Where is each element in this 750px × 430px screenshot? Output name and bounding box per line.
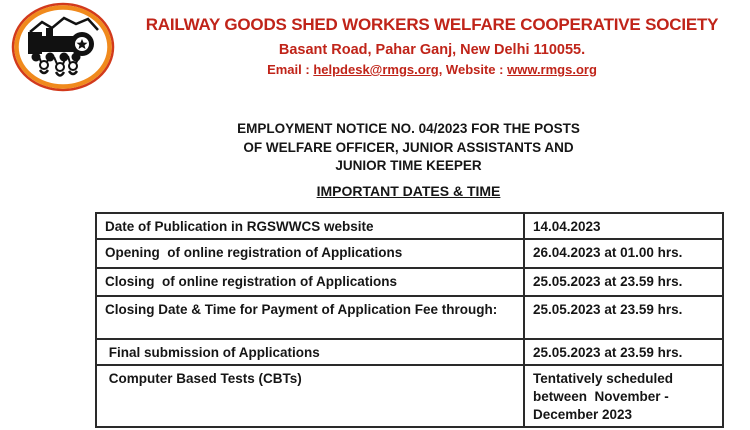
date-label-cell: Final submission of Applications — [96, 339, 524, 365]
date-label-cell: Computer Based Tests (CBTs) — [96, 365, 524, 427]
website-label: , Website : — [438, 62, 508, 77]
website-link[interactable]: www.rmgs.org — [507, 62, 597, 77]
org-address: Basant Road, Pahar Ganj, New Delhi 110055. — [278, 42, 586, 58]
section-heading: IMPORTANT DATES & TIME — [316, 183, 501, 199]
date-value-cell: 14.04.2023 — [524, 213, 723, 239]
table-row — [96, 296, 723, 339]
notice-title-line1: EMPLOYMENT NOTICE NO. 04/2023 FOR THE POSTS — [237, 121, 580, 136]
date-value-cell: 25.05.2023 at 23.59 hrs. — [524, 339, 723, 365]
date-value-cell: 25.05.2023 at 23.59 hrs. — [524, 296, 723, 339]
date-label-cell: Closing Date & Time for Payment of Application Fee through: — [96, 296, 524, 339]
date-label-cell: Closing of online registration of Applications — [96, 268, 524, 296]
date-value-cell: 25.05.2023 at 23.59 hrs. — [524, 268, 723, 296]
railway-train-workers-logo-icon — [10, 2, 116, 92]
org-name: RAILWAY GOODS SHED WORKERS WELFARE COOPERATIVE SOCIETY — [145, 15, 719, 34]
table-row — [96, 239, 723, 268]
email-label: Email : — [267, 62, 314, 77]
important-dates-table — [95, 212, 724, 428]
date-value-cell: Tentatively scheduled between November - December 2023 — [524, 365, 723, 427]
society-logo — [10, 2, 116, 92]
date-label-cell: Date of Publication in RGSWWCS website — [96, 213, 524, 239]
date-value-cell: 26.04.2023 at 01.00 hrs. — [524, 239, 723, 268]
table-row — [96, 365, 723, 427]
notice-title-line3: JUNIOR TIME KEEPER — [335, 158, 482, 173]
email-link[interactable]: helpdesk@rmgs.org — [313, 62, 439, 77]
notice-title-line2: OF WELFARE OFFICER, JUNIOR ASSISTANTS AND — [243, 139, 574, 155]
notice-title — [95, 120, 722, 176]
table-row — [96, 213, 723, 239]
table-row — [96, 268, 723, 296]
table-row — [96, 339, 723, 365]
org-header — [118, 13, 746, 78]
org-contact — [118, 61, 746, 78]
date-label-cell: Opening of online registration of Applications — [96, 239, 524, 268]
